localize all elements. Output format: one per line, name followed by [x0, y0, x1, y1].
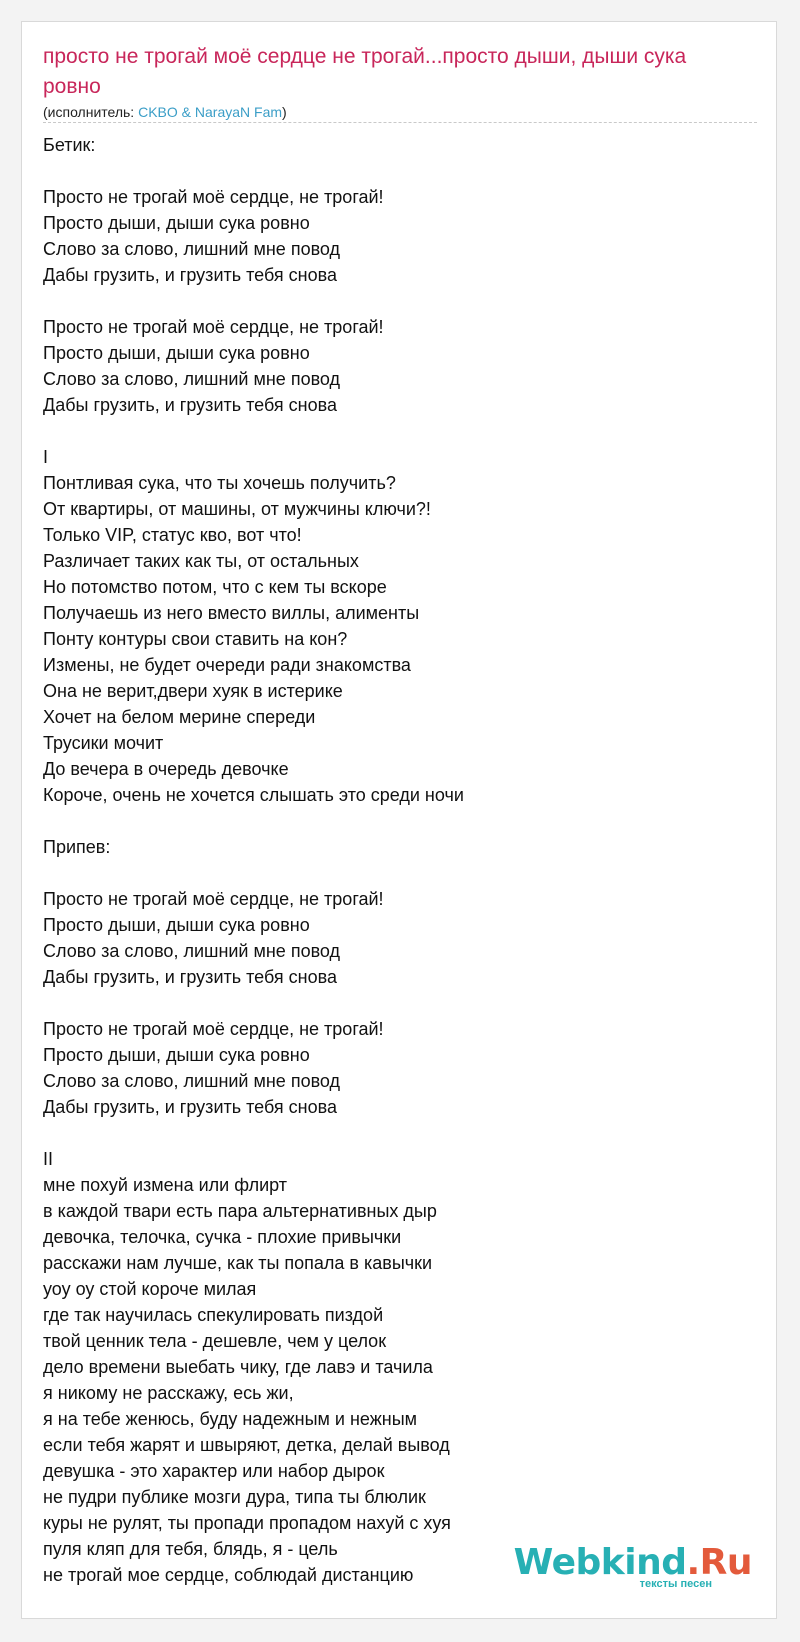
lyric-line: Просто дыши, дыши сука ровно	[43, 213, 310, 233]
lyric-line: Просто не трогай моё сердце, не трогай!	[43, 1019, 384, 1039]
lyric-line: уоу оу стой короче милая	[43, 1279, 257, 1299]
lyric-line: Но потомство потом, что с кем ты вскоре	[43, 577, 387, 597]
lyric-line	[43, 418, 763, 444]
lyric-line: Слово за слово, лишний мне повод	[43, 369, 341, 389]
lyric-line: Понту контуры свои ставить на кон?	[43, 629, 348, 649]
lyric-line: дело времени выебать чику, где лавэ и тачила	[43, 1357, 433, 1377]
lyrics-text	[43, 132, 763, 1588]
lyric-line	[43, 158, 763, 184]
lyrics-card	[21, 21, 777, 1619]
lyric-line: не пудри публике мозги дура, типа ты блюлик	[43, 1487, 426, 1507]
artist-prefix: (исполнитель:	[43, 104, 139, 120]
lyric-line: я никому не расскажу, есь жи,	[43, 1383, 294, 1403]
lyric-line: мне похуй измена или флирт	[43, 1175, 288, 1195]
artist-link[interactable]: CKBO & NarayaN Fam	[138, 104, 283, 120]
lyric-line: Короче, очень не хочется слышать это среди ночи	[43, 785, 464, 805]
lyric-line: Просто дыши, дыши сука ровно	[43, 915, 310, 935]
lyric-line: Дабы грузить, и грузить тебя снова	[43, 395, 337, 415]
lyric-line	[43, 808, 763, 834]
lyric-line: Дабы грузить, и грузить тебя снова	[43, 1097, 337, 1117]
watermark-logo	[513, 1542, 752, 1583]
lyric-line: Дабы грузить, и грузить тебя снова	[43, 967, 337, 987]
lyric-line: Измены, не будет очереди ради знакомства	[43, 655, 411, 675]
lyric-line: Дабы грузить, и грузить тебя снова	[43, 265, 337, 285]
lyric-line: я на тебе женюсь, буду надежным и нежным	[43, 1409, 418, 1429]
lyric-line: Просто не трогай моё сердце, не трогай!	[43, 187, 384, 207]
lyric-line: Бетик:	[43, 135, 96, 155]
lyric-line: твой ценник тела - дешевле, чем у целок	[43, 1331, 387, 1351]
watermark-brand: Webkind	[513, 1542, 687, 1583]
song-title: просто не трогай моё сердце не трогай...просто дыши, дыши сука ровно	[43, 45, 687, 98]
lyric-line: Припев:	[43, 837, 111, 857]
lyric-line: Она не верит,двери хуяк в истерике	[43, 681, 343, 701]
lyric-line: девушка - это характер или набор дырок	[43, 1461, 385, 1481]
lyric-line	[43, 1120, 763, 1146]
lyric-line: Трусики мочит	[43, 733, 164, 753]
artist-suffix: )	[282, 104, 287, 120]
lyric-line: Только VIP, статус кво, вот что!	[43, 525, 302, 545]
lyric-line: Слово за слово, лишний мне повод	[43, 239, 341, 259]
lyric-line: где так научилась спекулировать пиздой	[43, 1305, 384, 1325]
lyric-line: Понтливая сука, что ты хочешь получить?	[43, 473, 396, 493]
lyric-line: II	[43, 1149, 54, 1169]
lyric-line: девочка, телочка, сучка - плохие привычки	[43, 1227, 402, 1247]
lyric-line: Слово за слово, лишний мне повод	[43, 1071, 341, 1091]
watermark-tld: .Ru	[686, 1542, 752, 1583]
lyric-line: Просто дыши, дыши сука ровно	[43, 343, 310, 363]
webkind-watermark	[513, 1542, 752, 1590]
title-divider	[43, 122, 757, 123]
lyric-line: куры не рулят, ты пропади пропадом нахуй с хуя	[43, 1513, 451, 1533]
lyric-line	[43, 288, 763, 314]
lyric-line: I	[43, 447, 49, 467]
lyric-line: в каждой твари есть пара альтернативных дыр	[43, 1201, 437, 1221]
lyric-line: Просто не трогай моё сердце, не трогай!	[43, 317, 384, 337]
lyric-line: Получаешь из него вместо виллы, алименты	[43, 603, 420, 623]
lyric-line: расскажи нам лучше, как ты попала в кавычки	[43, 1253, 433, 1273]
lyric-line	[43, 990, 763, 1016]
lyric-line: Слово за слово, лишний мне повод	[43, 941, 341, 961]
lyric-line: Просто не трогай моё сердце, не трогай!	[43, 889, 384, 909]
lyric-line: От квартиры, от машины, от мужчины ключи?!	[43, 499, 431, 519]
lyric-line: не трогай мое сердце, соблюдай дистанцию	[43, 1565, 414, 1585]
lyric-line	[43, 860, 763, 886]
lyric-line: До вечера в очередь девочке	[43, 759, 289, 779]
lyric-line: Хочет на белом мерине спереди	[43, 707, 316, 727]
watermark-tagline: тексты песен	[639, 1578, 712, 1590]
lyric-line: Различает таких как ты, от остальных	[43, 551, 359, 571]
lyric-line: Просто дыши, дыши сука ровно	[43, 1045, 310, 1065]
lyric-line: пуля кляп для тебя, блядь, я - цель	[43, 1539, 338, 1559]
lyric-line: если тебя жарят и швыряют, детка, делай вывод	[43, 1435, 450, 1455]
artist-line	[43, 103, 287, 121]
